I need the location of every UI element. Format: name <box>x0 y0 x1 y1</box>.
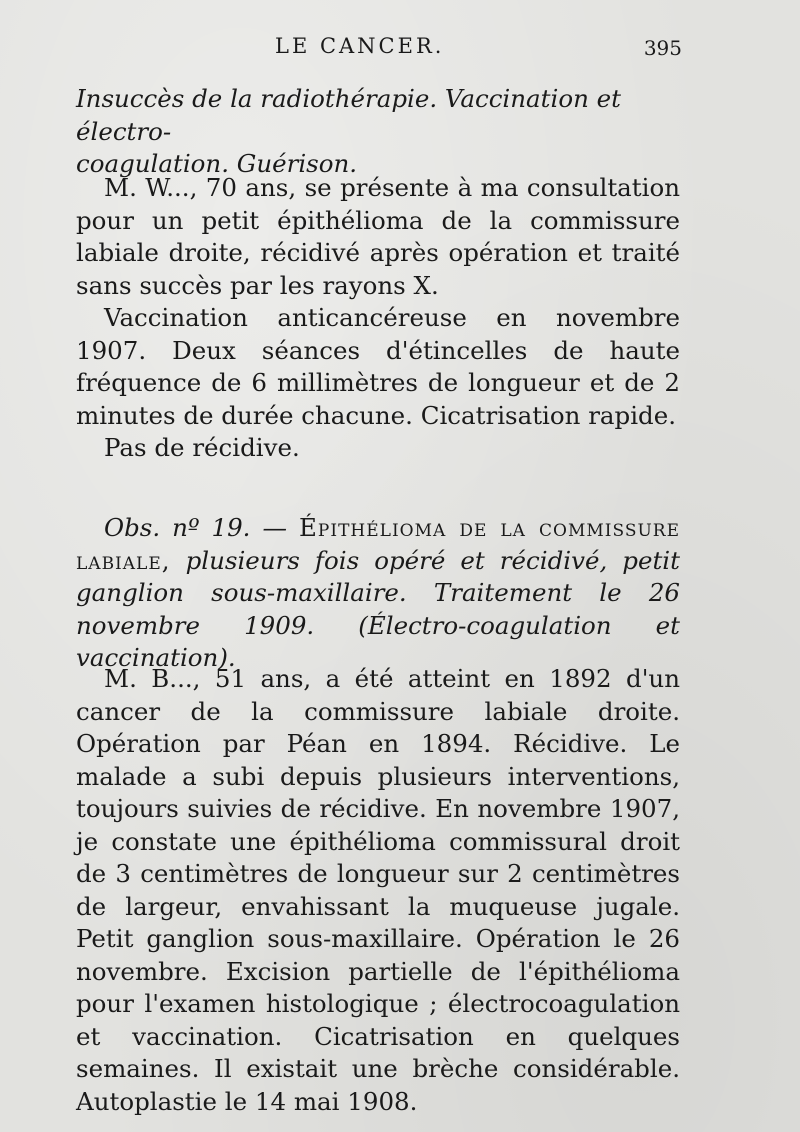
observation-title <box>76 512 680 675</box>
case-one-heading <box>76 83 680 181</box>
case-two-heading <box>76 512 680 675</box>
case-one-body <box>76 172 680 465</box>
case-one-paragraph: Vaccination anticancéreuse en novembre 1907. Deux séances d'étincelles de haute fréquence de 6 millimètres de longueur et de 2 minutes de durée chacune. Cicatrisation rapide. <box>76 303 680 430</box>
observation-title-rest: plusieurs fois opéré et récidivé, petit ganglion sous-maxillaire. Traitement le 26 novembre 1909. (Électro-coagulation et vaccination). <box>76 545 680 672</box>
page-number: 395 <box>643 36 682 60</box>
case-one-heading-line2: coagulation. Guérison. <box>76 149 358 178</box>
case-one-paragraph: Pas de récidive. <box>104 433 300 462</box>
case-two-body <box>76 663 680 1118</box>
case-one-heading-line1: Insuccès de la radiothérapie. Vaccination et électro- <box>76 84 621 146</box>
case-two-paragraph: M. B..., 51 ans, a été atteint en 1892 d'un cancer de la commissure labiale droite. Opération par Péan en 1894. Récidive. Le malade a subi depuis plusieurs interventions, toujours suivies de récidive. En novembre 1907, je constate une épithélioma commissural droit de 3 centimètres de longueur sur 2 centimètres de largeur, envahissant la muqueuse jugale. Petit ganglion sous-maxillaire. Opération le 26 novembre. Excision partielle de l'épithélioma pour l'examen histologique ; électrocoagulation et vaccination. Cicatrisation en quelques semaines. Il existait une brèche considérable. Autoplastie le 14 mai 1908. <box>76 664 680 1116</box>
page-header <box>0 34 800 64</box>
observation-label: Obs. nº 19. — <box>104 513 300 542</box>
observation-title-smallcaps: Épithélioma de la commissure labiale, <box>76 513 680 575</box>
running-title: LE CANCER. <box>275 34 445 58</box>
case-one-paragraph: M. W..., 70 ans, se présente à ma consultation pour un petit épithélioma de la commissure labiale droite, récidivé après opération et traité sans succès par les rayons X. <box>76 173 680 300</box>
